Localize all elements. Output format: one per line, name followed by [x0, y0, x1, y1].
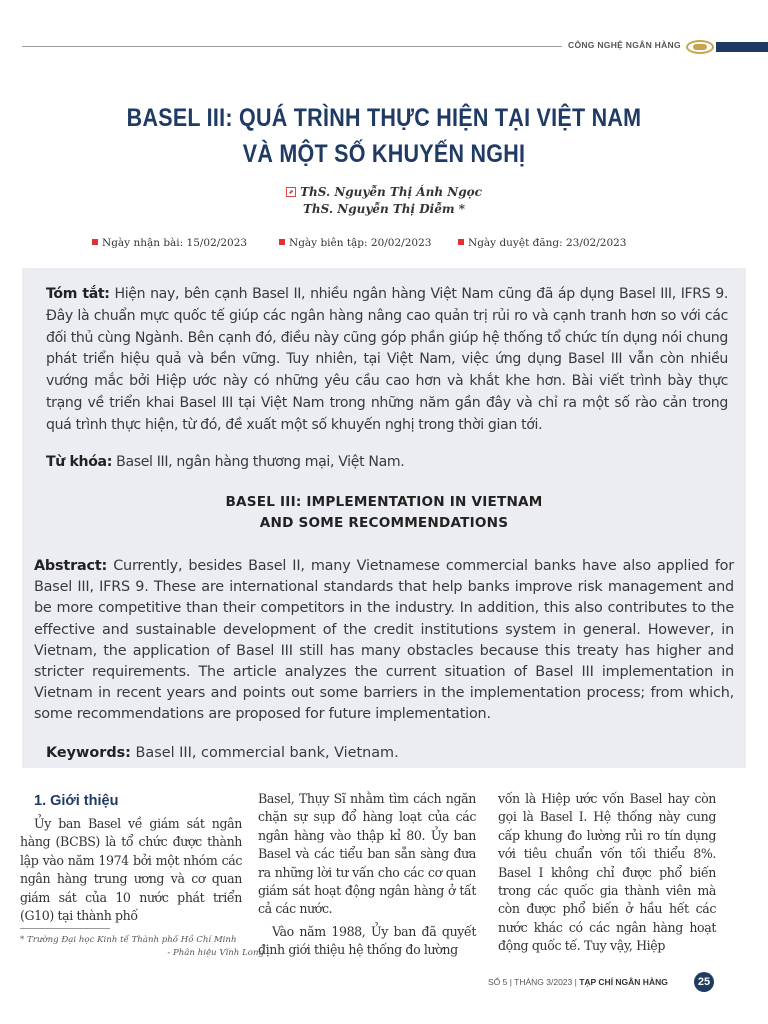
keywords-en-text: Basel III, commercial bank, Vietnam.	[135, 745, 399, 761]
abstract-vi-text: Hiện nay, bên cạnh Basel II, nhiều ngân hàng Việt Nam cũng đã áp dụng Basel III, IFRS 9. Đây là chuẩn mực quốc tế giúp các ngân hàng nâng cao quản trị rủi ro và cạnh tranh hơn so với các đối thủ cùng Ngành. Bên cạnh đó, điều này cũng góp phần giúp hệ thống tổ chức tín dụng nói chung phát triển hiệu quả và bền vững. Tuy nhiên, tại Việt Nam, việc ứng dụng Basel III vẫn còn nhiều vướng mắc bởi Hiệp ước này có những yêu cầu cao hơn và khắt khe hơn. Bài viết trình bày thực trạng về triển khai Basel III tại Việt Nam trong những năm gần đây và chỉ ra một số rào cản trong quá trình thực hiện, từ đó, đề xuất một số khuyến nghị trong thời gian tới.	[46, 286, 728, 433]
author-2: ThS. Nguyễn Thị Diễm *	[303, 202, 465, 216]
keywords-vietnamese	[46, 452, 728, 474]
date-received: Ngày nhận bài: 15/02/2023	[92, 237, 247, 249]
abstract-vietnamese	[46, 284, 728, 437]
article-title-line1: BASEL III: QUÁ TRÌNH THỰC HIỆN TẠI VIỆT NAM	[126, 104, 642, 132]
bullet-icon	[279, 239, 285, 245]
body-column-2	[258, 790, 476, 960]
abstract-en-text: Currently, besides Basel II, many Vietnamese commercial banks have also applied for Basel III, IFRS 9. These are international standards that help banks improve risk management and be more competitive than their competitors in the industry. In addition, this also contributes to the effective and sustainable development of the credit institutions system in general. However, in Vietnam, the application of Basel III still has many obstacles because this treaty has higher and stricter requirements. The article analyzes the current situation of Basel III implementation in Vietnam in recent years and points out some barriers in the implementation process; from which, some recommendations are proposed for future implementation.	[34, 558, 735, 723]
paragraph: Ủy ban Basel về giám sát ngân hàng (BCBS) là tổ chức được thành lập vào năm 1974 bởi một nhóm các ngân hàng trung ương và cơ quan giám sát của 10 nước phát triển (G10) tại thành phố	[20, 816, 242, 924]
keywords-vi-label: Từ khóa:	[46, 454, 112, 470]
body-column-1	[20, 815, 242, 925]
keywords-vi-text: Basel III, ngân hàng thương mại, Việt Nam.	[116, 454, 405, 470]
header-rule	[22, 46, 562, 47]
paragraph: vốn là Hiệp ước vốn Basel hay còn gọi là Basel I. Hệ thống này cung cấp khung đo lường rủi ro tín dụng với tiêu chuẩn vốn tối thiểu 8%. Basel I không chỉ được phổ biến trong các quốc gia thành viên mà còn được phổ biến ở hầu hết các nước khác có các ngân hàng hoạt động quốc tế. Tuy vậy, Hiệp	[498, 791, 716, 954]
footer-journal: TẠP CHÍ NGÂN HÀNG	[579, 977, 668, 987]
english-title-line2: AND SOME RECOMMENDATIONS	[259, 515, 509, 531]
date-edited: Ngày biên tập: 20/02/2023	[279, 237, 431, 249]
abstract-en-label: Abstract:	[34, 558, 108, 574]
footer-issue: SỐ 5 | THÁNG 3/2023 |	[488, 977, 577, 987]
abstract-vi-label: Tóm tắt:	[46, 286, 110, 302]
author-1-name: ThS. Nguyễn Thị Ánh Ngọc	[300, 185, 482, 199]
page-number: 25	[694, 972, 714, 992]
authors	[0, 184, 768, 218]
author-1	[0, 184, 768, 201]
bullet-icon	[92, 239, 98, 245]
journal-logo-icon	[686, 40, 714, 54]
footnote-rule	[20, 928, 110, 929]
page-footer	[488, 977, 668, 987]
abstract-english	[34, 556, 734, 726]
article-title-line2: VÀ MỘT SỐ KHUYẾN NGHỊ	[242, 140, 526, 168]
footnote-line2: - Phân hiệu Vĩnh Long	[167, 948, 264, 958]
english-title-line1: BASEL III: IMPLEMENTATION IN VIETNAM	[225, 494, 543, 510]
paragraph: Vào năm 1988, Ủy ban đã quyết định giới thiệu hệ thống đo lường	[258, 923, 476, 958]
bullet-icon	[458, 239, 464, 245]
keywords-english	[46, 743, 728, 764]
footnote-line1: * Trường Đại học Kinh tế Thành phố Hồ Chí Minh	[20, 935, 237, 945]
header-accent-bar	[716, 42, 768, 52]
keywords-en-label: Keywords:	[46, 745, 131, 761]
body-column-3	[498, 790, 716, 956]
paragraph: Basel, Thụy Sĩ nhằm tìm cách ngăn chặn sự sụp đổ hàng loạt của các ngân hàng vào thập kỉ 80. Ủy ban Basel và các tiểu ban sẵn sàng đưa ra những lời tư vấn cho các cơ quan giám sát hoạt động ngân hàng ở tất cả các nước.	[258, 791, 476, 917]
section-label: CÔNG NGHỆ NGÂN HÀNG	[568, 40, 681, 50]
date-approved: Ngày duyệt đăng: 23/02/2023	[458, 237, 626, 249]
section-heading: 1. Giới thiệu	[34, 793, 119, 809]
pen-icon	[286, 187, 296, 197]
footnote	[20, 934, 264, 960]
